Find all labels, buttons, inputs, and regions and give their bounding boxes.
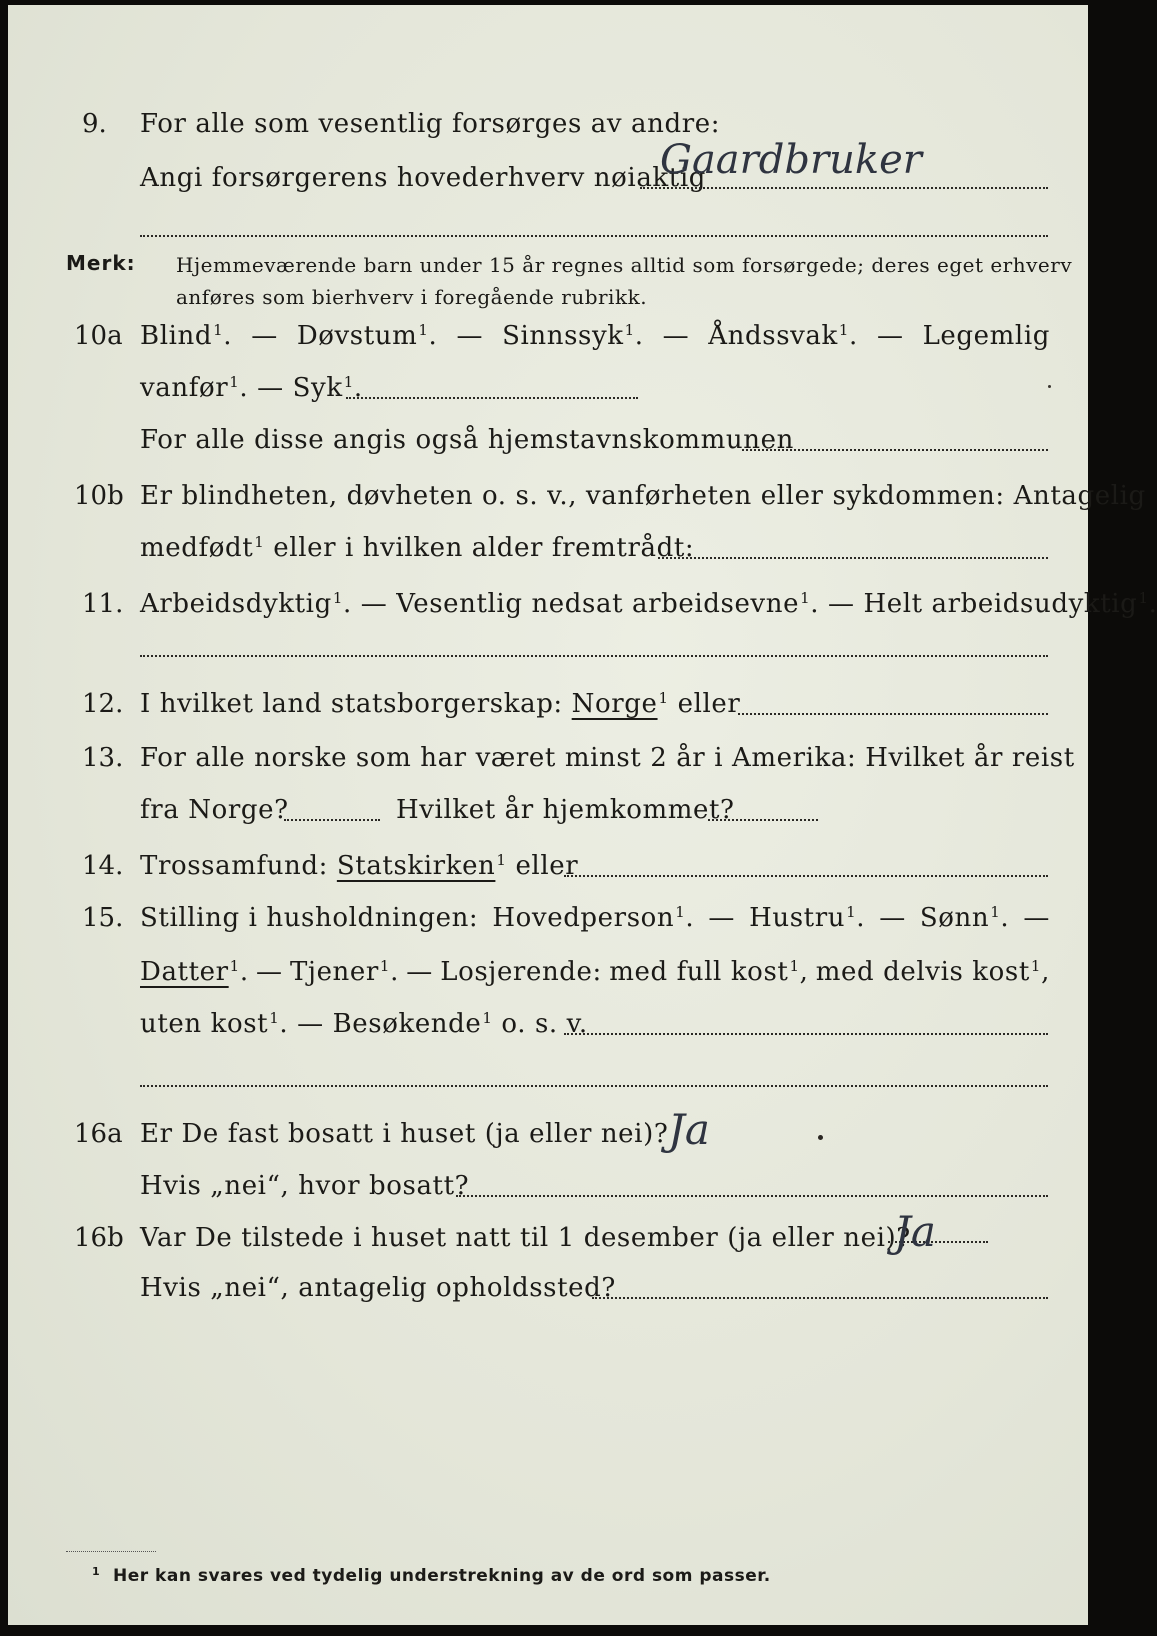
q16a-line2: Hvis „nei“, hvor bosatt? (140, 1171, 470, 1201)
merk-line1: Hjemmeværende barn under 15 år regnes alltid som forsørgede; deres eget erhverv (176, 253, 1073, 277)
q11-extra-line (140, 655, 1048, 657)
q10b-line2: medfødt$^1$ eller i hvilken alder fremtrådt: (140, 533, 695, 563)
q16a-answer-line (456, 1195, 1048, 1197)
q16b-handwritten-answer: Ja (894, 1207, 936, 1256)
q16a-line1: Er De fast bosatt i huset (ja eller nei)? (140, 1119, 669, 1149)
q9-answer-line (640, 187, 1048, 189)
footnote-rule (66, 1551, 156, 1552)
merk-label: Merk: (66, 251, 136, 275)
q9-handwritten-answer: Gaardbruker (660, 137, 922, 183)
q10a-hjemstavn-line (742, 449, 1048, 451)
q10a-number: 10a (74, 321, 123, 351)
q16a-number: 16a (74, 1119, 123, 1149)
q15-line2: Datter$^1$. — Tjener$^1$. — Losjerende: med full kost$^1$, med delvis kost$^1$, (140, 957, 1050, 987)
q15-extra-line (140, 1085, 1048, 1087)
q12-option-norge: Norge (571, 689, 658, 719)
q14-answer-line (564, 875, 1048, 877)
q10b-answer-line (658, 557, 1048, 559)
q10a-line2: vanfør$^1$. — Syk$^1$. (140, 373, 363, 403)
q10a-line3: For alle disse angis også hjemstavnskommunen (140, 425, 794, 455)
ink-speck (1048, 385, 1051, 388)
q13-line1: For alle norske som har været minst 2 år i Amerika: Hvilket år reist (140, 743, 1075, 773)
q10a-option-blind: Blind$^1$. (140, 321, 233, 351)
ink-speck (818, 1135, 823, 1140)
q11-number: 11. (82, 589, 124, 619)
q15-option-datter: Datter (140, 957, 229, 987)
q10a-line1: Blind$^1$. — Døvstum$^1$. — Sinnssyk$^1$. — Åndssvak$^1$. — Legemlig (140, 321, 1050, 351)
q10a-syk-line (346, 397, 638, 399)
q14-number: 14. (82, 851, 124, 881)
q13-hjemkommet-line (708, 819, 818, 821)
census-form-page (8, 5, 1157, 1625)
q16b-number: 16b (74, 1223, 124, 1253)
q15-number: 15. (82, 903, 124, 933)
q15-answer-line (564, 1033, 1048, 1035)
q13-line2b: Hvilket år hjemkommet? (396, 795, 735, 825)
q13-number: 13. (82, 743, 124, 773)
q12-number: 12. (82, 689, 124, 719)
q12-line: I hvilket land statsborgerskap: Norge$^1$ eller (140, 689, 741, 719)
footnote: $^1$ Her kan svares ved tydelig understrekning av de ord som passer. (92, 1565, 771, 1586)
q15-line1: Stilling i husholdningen: Hovedperson$^1$. — Hustru$^1$. — Sønn$^1$. — (140, 903, 1050, 933)
q10b-line1: Er blindheten, døvheten o. s. v., vanførheten eller sykdommen: Antagelig (140, 481, 1146, 511)
q10a-option-sinnssyk: Sinnssyk$^1$. (502, 321, 644, 351)
q14-option-statskirken: Statskirken (336, 851, 496, 881)
q13-reist-line (284, 819, 380, 821)
q10a-option-legemlig: Legemlig (922, 321, 1050, 351)
q9-number: 9. (82, 109, 107, 139)
merk-line2: anføres som bierhverv i foregående rubrikk. (176, 285, 648, 309)
q16b-line1: Var De tilstede i huset natt til 1 desember (ja eller nei)? (140, 1223, 911, 1253)
q11-line: Arbeidsdyktig$^1$. — Vesentlig nedsat arbeidsevne$^1$. — Helt arbeidsudyktig$^1$. (140, 589, 1157, 619)
q10b-number: 10b (74, 481, 124, 511)
q14-line: Trossamfund: Statskirken$^1$ eller (140, 851, 579, 881)
q12-answer-line (738, 713, 1048, 715)
q16b-answer-line2 (592, 1297, 1048, 1299)
q16a-handwritten-answer: Ja (668, 1105, 710, 1154)
q16b-line2: Hvis „nei“, antagelig opholdssted? (140, 1273, 616, 1303)
q9-line1: For alle som vesentlig forsørges av andre: (140, 109, 721, 139)
q10a-option-andssvak: Åndssvak$^1$. (708, 321, 858, 351)
q10a-option-dovstum: Døvstum$^1$. (296, 321, 438, 351)
q15-line3: uten kost$^1$. — Besøkende$^1$ o. s. v. (140, 1009, 588, 1039)
q9-line2: Angi forsørgerens hovederhverv nøiaktig (140, 163, 706, 193)
q9-extra-line (140, 235, 1048, 237)
q13-line2a: fra Norge? (140, 795, 289, 825)
